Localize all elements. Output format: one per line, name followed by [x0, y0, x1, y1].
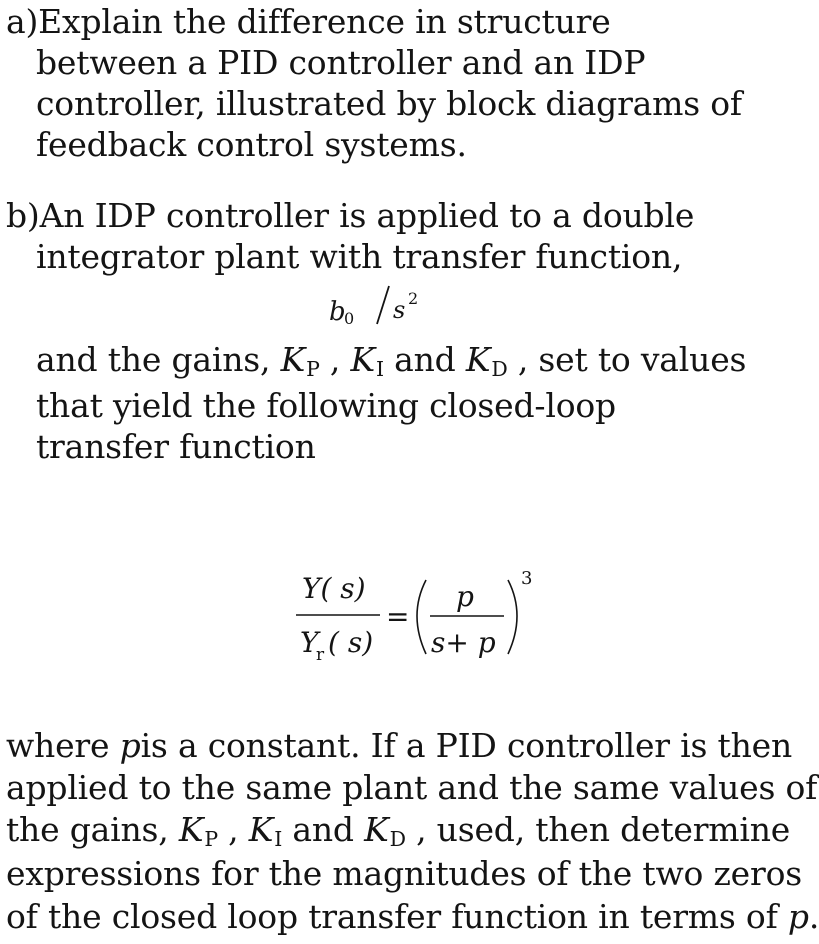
part-a-line-4: feedback control systems. — [36, 125, 467, 164]
tf-power: 3 — [521, 568, 533, 589]
where-suffix: is a constant. If a PID controller is then — [140, 726, 793, 765]
gains2-suffix: , used, then determine — [405, 810, 791, 849]
plant-tf-exponent: 2 — [408, 289, 419, 308]
part-a-line-3: controller, illustrated by block diagrams of — [36, 84, 742, 123]
plant-tf-slash — [377, 286, 389, 324]
tf-left-paren — [417, 580, 426, 654]
plant-tf-numerator-sub: 0 — [344, 309, 355, 328]
tf-right-paren — [508, 580, 517, 654]
plant-transfer-function — [325, 280, 435, 330]
part-b-line-4: that yield the following closed-loop — [36, 386, 616, 425]
gains-line-2 — [6, 810, 790, 859]
gains-line-suffix: , set to values — [507, 340, 747, 379]
plant-tf-denominator: s — [393, 296, 406, 324]
gain-ki: $K_I$ — [350, 340, 384, 382]
gains2-prefix: the gains, — [6, 810, 179, 849]
tf-rhs-numerator: p — [456, 580, 474, 613]
last-line — [6, 897, 819, 937]
gains2-and: and — [282, 810, 365, 849]
var-p-2: p — [787, 897, 809, 936]
tf-lhs-denominator-arg: ( s) — [328, 626, 374, 659]
tf-lhs-denominator-sub: r — [316, 645, 325, 665]
where-line — [6, 726, 792, 766]
closed-loop-transfer-function — [290, 560, 550, 670]
gain-kp: $K_P$ — [280, 340, 320, 382]
gain-kd: $K_D$ — [465, 340, 508, 382]
expressions-line: expressions for the magnitudes of the two zeros — [6, 854, 802, 893]
where-prefix: where — [6, 726, 120, 765]
part-b-line-5: transfer function — [36, 427, 316, 466]
plant-tf-numerator: b — [329, 297, 346, 327]
tf-equals: = — [386, 600, 410, 633]
var-p: p — [119, 726, 141, 765]
gains2-sep: , — [217, 810, 249, 849]
part-b-line-2: integrator plant with transfer function, — [36, 237, 683, 276]
part-a-line-1: a)Explain the difference in structure — [6, 2, 611, 41]
applied-line: applied to the same plant and the same values of — [6, 768, 818, 807]
gains-sep: , — [319, 340, 351, 379]
tf-rhs-denominator: s+ p — [431, 626, 496, 659]
gains-line — [36, 340, 746, 389]
gain2-ki: $K_I$ — [248, 810, 283, 852]
gain2-kp: $K_P$ — [178, 810, 218, 852]
gains-line-prefix: and the gains, — [36, 340, 281, 379]
part-a-line-2: between a PID controller and an IDP — [36, 43, 646, 82]
gains-and: and — [383, 340, 466, 379]
last-prefix: of the closed loop transfer function in terms of — [6, 897, 788, 936]
last-suffix: . — [808, 897, 819, 936]
gain2-kd: $K_D$ — [364, 810, 406, 852]
tf-lhs-numerator: Y( s) — [302, 572, 366, 605]
part-b-line-1: b)An IDP controller is applied to a double — [6, 196, 695, 235]
tf-lhs-denominator-y: Y — [300, 626, 319, 659]
